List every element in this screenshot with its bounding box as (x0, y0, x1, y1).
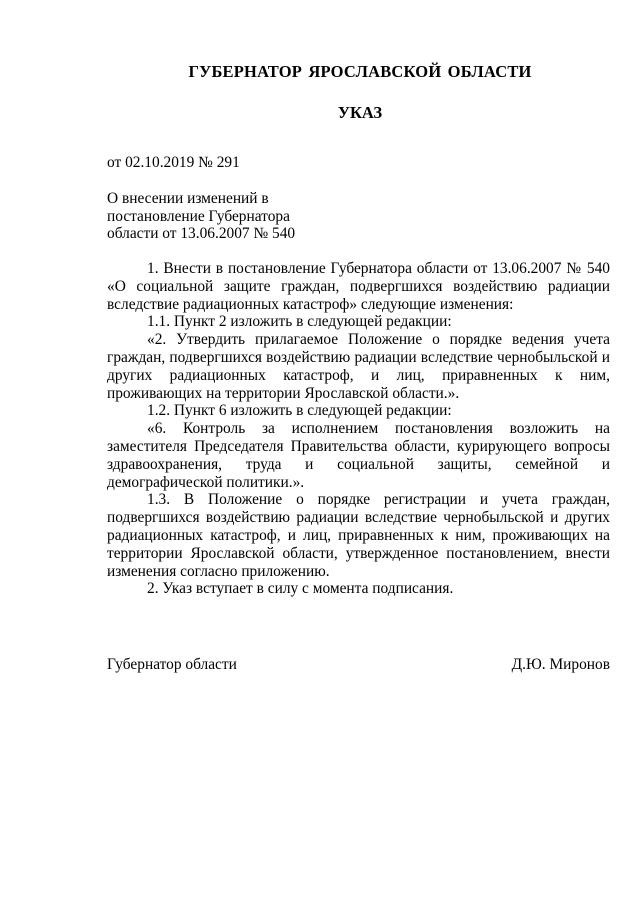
body-paragraph: 2. Указ вступает в силу с момента подписания. (147, 580, 454, 598)
signatory-name: Д.Ю. Миронов (511, 656, 610, 673)
body-paragraph: «6. Контроль за исполнением постановления возложить на заместителя Председателя Правительства области, курирующего вопросы здравоохранения, труда и социальной защиты, семейной и демографической политики.». (107, 420, 610, 491)
issuing-authority: ГУБЕРНАТОР ЯРОСЛАВСКОЙ ОБЛАСТИ (188, 62, 532, 81)
document-type: УКАЗ (337, 103, 383, 122)
signatory-position: Губернатор области (107, 656, 237, 673)
body-paragraph: 1.3. В Положение о порядке регистрации и учета граждан, подвергшихся воздействию радиации вследствие чернобыльской и других радиационных катастроф, и лиц, приравненных к ним, проживающих на территории Ярославской области, утвержденное постановлением, внести изменения согласно приложению. (107, 491, 610, 580)
subject-line: области от 13.06.2007 № 540 (107, 225, 296, 242)
document-body (107, 260, 610, 598)
subject-line: О внесении изменений в (107, 190, 269, 207)
subject-line: постановление Губернатора (107, 207, 290, 225)
body-paragraph: 1. Внести в постановление Губернатора области от 13.06.2007 № 540 «О социальной защите граждан, подвергшихся воздействию радиации вследствие радиационных катастроф» следующие изменения: (107, 260, 610, 313)
document-subject (107, 190, 295, 243)
body-paragraph: 1.1. Пункт 2 изложить в следующей редакции: (147, 313, 452, 331)
date-and-number: от 02.10.2019 № 291 (107, 154, 240, 171)
body-paragraph: 1.2. Пункт 6 изложить в следующей редакции: (147, 402, 452, 420)
body-paragraph: «2. Утвердить прилагаемое Положение о порядке ведения учета граждан, подвергшихся воздействию радиации вследствие чернобыльской и других радиационных катастроф, и лиц, приравненных к ним, проживающих на территории Ярославской области.». (107, 331, 610, 402)
